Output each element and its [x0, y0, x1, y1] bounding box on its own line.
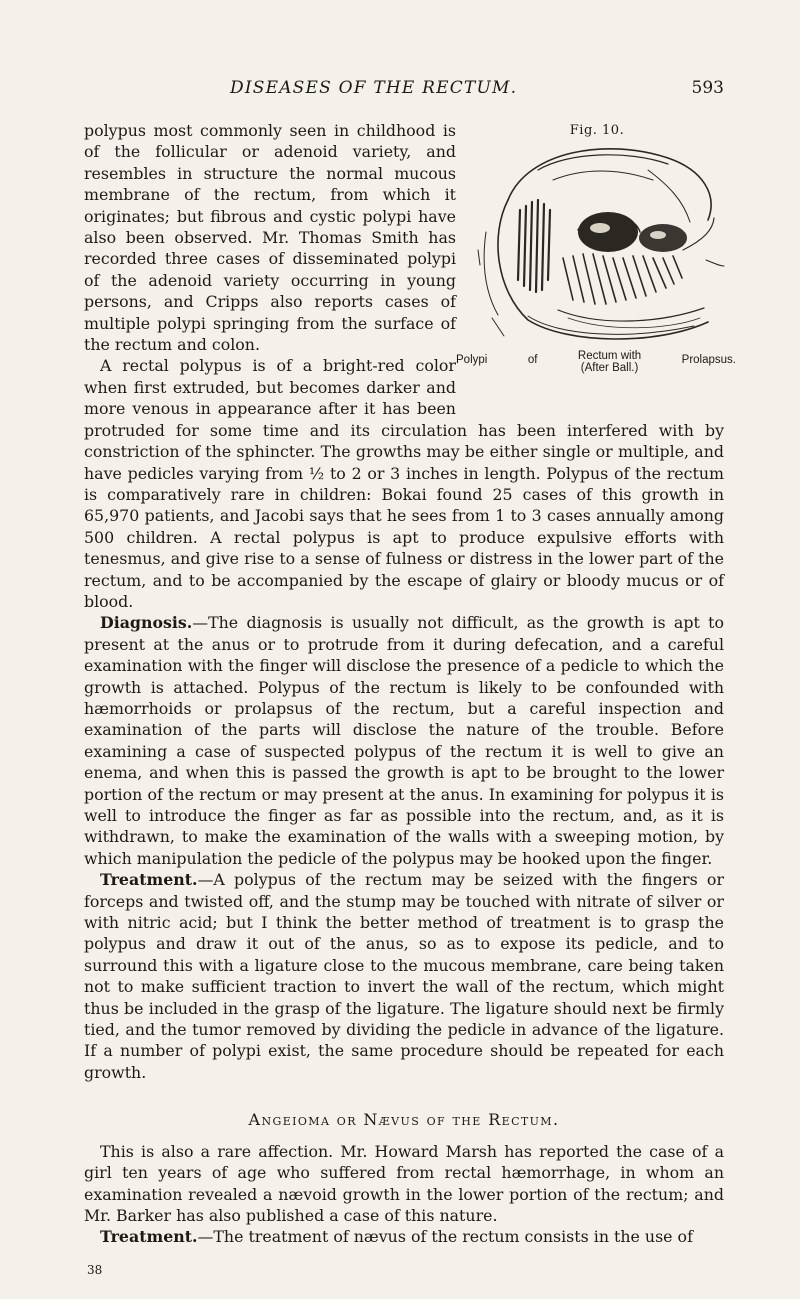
paragraph-2: A rectal polypus is of a bright-red color when first extruded, but becomes darker and more venous in appearance after it has been protruded for some time and its circulation has been interfered with by constriction of the sphincter. The growths may be either single or multiple, and have pedicles varying from ½ to 2 or 3 inches in length. Polypus of the rectum is comparatively rare in children: Bokai found 25 cases of this growth in 65,970 patients, and Jacobi says that he sees from 1 to 3 cases annually among 500 children. A rectal polypus is apt to produce expulsive efforts with tenesmus, and give rise to a sense of fulness or distress in the lower part of the rectum, and to be accompanied by the escape of glairy or bloody mucus or of blood.: [84, 356, 724, 611]
figure-label: Fig. 10.: [569, 123, 625, 138]
caption-mid-line1: Rectum with: [577, 350, 642, 362]
diagnosis-label: Diagnosis.: [100, 613, 193, 633]
rectal-polypi-illustration: [468, 140, 726, 348]
paragraph-1: polypus most commonly seen in childhood is of the follicular or adenoid variety, and resembles in structure the normal mucous membrane of the rectum, from which it originates; but fibrous and cystic polypi have also been observed. Mr. Thomas Smith has recorded three cases of disseminated polypi of the adenoid variety occurring in young persons, and Cripps also reports cases of multiple polypi springing from the surface of the rectum and colon.: [84, 121, 456, 355]
running-title: DISEASES OF THE RECTUM.: [230, 78, 518, 98]
caption-left: Polypi: [456, 354, 488, 366]
section-heading: Angeioma or Nævus of the Rectum.: [248, 1110, 560, 1130]
body-text: [84, 120, 736, 1248]
caption-of: of: [527, 354, 538, 366]
caption-mid-line2: (After Ball.): [580, 362, 639, 374]
page-number: 593: [691, 78, 724, 98]
paragraph-4: This is also a rare affection. Mr. Howard Marsh has reported the case of a girl ten years of age who suffered from rectal hæmorrhage, in whom an examination revealed a nævoid growth in the lower portion of the rectum; and Mr. Barker has also published a case of this nature.: [84, 1141, 724, 1225]
caption-middle: [578, 350, 641, 374]
paragraph-treatment-1: [84, 869, 724, 1083]
treatment-2-label: Treatment.: [100, 1227, 198, 1247]
paragraph-treatment-2: [84, 1226, 724, 1247]
caption-right: Prolapsus.: [681, 354, 736, 366]
signature-mark: 38: [87, 1263, 103, 1277]
figure-caption: [456, 350, 736, 374]
diagnosis-text: —The diagnosis is usually not difficult, as the growth is apt to present at the anus or to protrude from it during defecation, and a careful examination with the finger will disclose the presence of a pedicle to which the growth is attached. Polypus of the rectum is likely to be confounded with hæmorrhoids or prolapsus of the rectum, but a careful inspection and examination of the parts will disclose the nature of the trouble. Before examining a case of suspected polypus of the rectum it is well to give an enema, and when this is passed the growth is apt to be brought to the lower portion of the rectum or may present at the anus. In examining for polypus it is well to introduce the finger as far as possible into the rectum, and, as it is withdrawn, to make the examination of the walls with a sweeping motion, by which manipulation the pedicle of the polypus may be hooked upon the finger.: [84, 613, 724, 868]
treatment-1-text: —A polypus of the rectum may be seized with the fingers or forceps and twisted off, and the stump may be touched with nitrate of silver or with nitric acid; but I think the better method of treatment is to grasp the polypus and draw it out of the anus, so as to expose its pedicle, and to surround this with a ligature close to the mucous membrane, care being taken not to make sufficient traction to invert the wall of the rectum, which might thus be included in the grasp of the ligature. The ligature should next be firmly tied, and the tumor removed by dividing the pedicle in advance of the ligature. If a number of polypi exist, the same procedure should be repeated for each growth.: [84, 870, 724, 1082]
treatment-2-text: —The treatment of nævus of the rectum consists in the use of: [197, 1227, 693, 1247]
running-head: [84, 78, 724, 102]
figure-10: [456, 120, 736, 407]
paragraph-diagnosis: [84, 612, 724, 869]
treatment-1-label: Treatment.: [100, 870, 198, 890]
